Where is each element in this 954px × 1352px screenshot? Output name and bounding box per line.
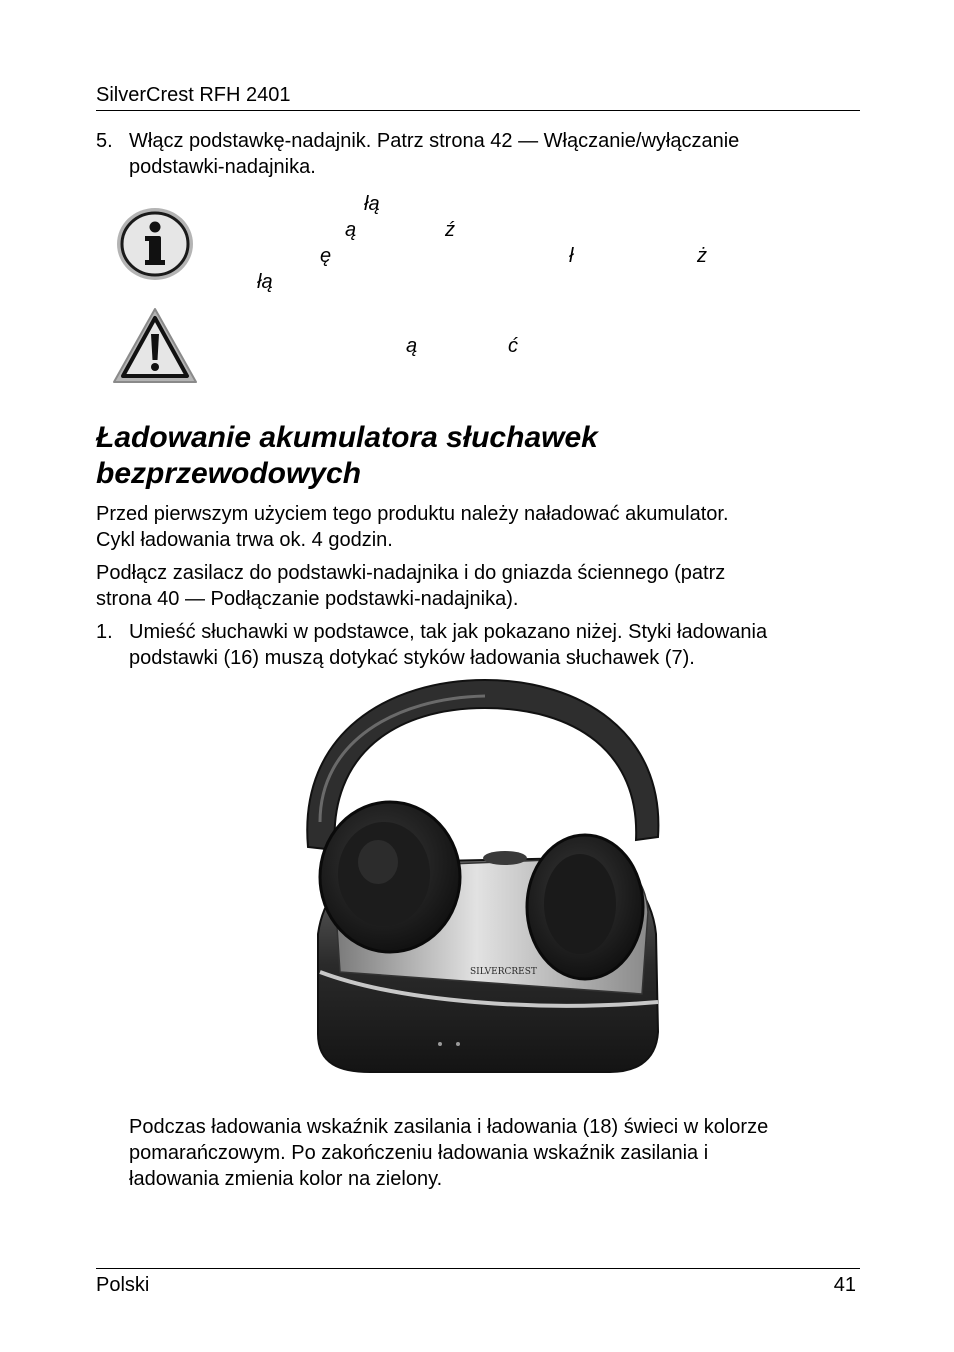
footer-rule (96, 1268, 860, 1269)
paragraph-2-line-2: strona 40 — Podłączanie podstawki-nadajnika). (96, 588, 519, 610)
info-fragment-2: ą (345, 219, 357, 241)
info-fragment-3: ź (445, 219, 455, 241)
paragraph-1-line-1: Przed pierwszym użyciem tego produktu należy naładować akumulator. (96, 503, 729, 525)
info-fragment-7: łą (257, 271, 273, 293)
charging-info-paragraph (129, 1114, 859, 1192)
info-fragment-4: ę (320, 245, 332, 267)
info-icon (115, 206, 195, 282)
step-1-number: 1. (96, 621, 113, 643)
step-1-line-2: podstawki (16) muszą dotykać styków ładowania słuchawek (7). (129, 647, 695, 669)
paragraph-2 (96, 560, 860, 612)
info-fragment-5: ł (569, 245, 574, 267)
header-title: SilverCrest RFH 2401 (96, 84, 291, 106)
headphones-photo (280, 672, 670, 1080)
paragraph-1 (96, 501, 860, 553)
step-5-text (129, 128, 859, 180)
step-1-line-1: Umieść słuchawki w podstawce, tak jak pokazano niżej. Styki ładowania (129, 621, 768, 643)
footer-language: Polski (96, 1274, 150, 1296)
header-rule (96, 110, 860, 111)
step-5-line-2: podstawki-nadajnika. (129, 156, 316, 178)
step-5-number: 5. (96, 130, 113, 152)
charging-info-line-2: pomarańczowym. Po zakończeniu ładowania wskaźnik zasilania i (129, 1142, 709, 1164)
footer-page-number: 41 (833, 1274, 856, 1296)
charging-info-line-1: Podczas ładowania wskaźnik zasilania i ładowania (18) świeci w kolorze (129, 1116, 769, 1138)
warning-fragment-2: ć (508, 335, 518, 357)
section-heading-line-1: Ładowanie akumulatora słuchawek (96, 421, 598, 454)
brand-logo: SILVERCREST (470, 967, 537, 977)
warning-fragment-1: ą (406, 335, 418, 357)
paragraph-1-line-2: Cykl ładowania trwa ok. 4 godzin. (96, 529, 393, 551)
paragraph-2-line-1: Podłącz zasilacz do podstawki-nadajnika i do gniazda ściennego (patrz (96, 562, 726, 584)
section-heading (96, 420, 856, 492)
step-5-line-1: Włącz podstawkę-nadajnik. Patrz strona 42 — Włączanie/wyłączanie (129, 130, 740, 152)
step-1-text (129, 619, 859, 671)
info-fragment-6: ż (697, 245, 707, 267)
warning-icon (111, 306, 199, 386)
charging-info-line-3: ładowania zmienia kolor na zielony. (129, 1168, 443, 1190)
info-fragment-1: łą (364, 193, 380, 215)
section-heading-line-2: bezprzewodowych (96, 457, 362, 490)
